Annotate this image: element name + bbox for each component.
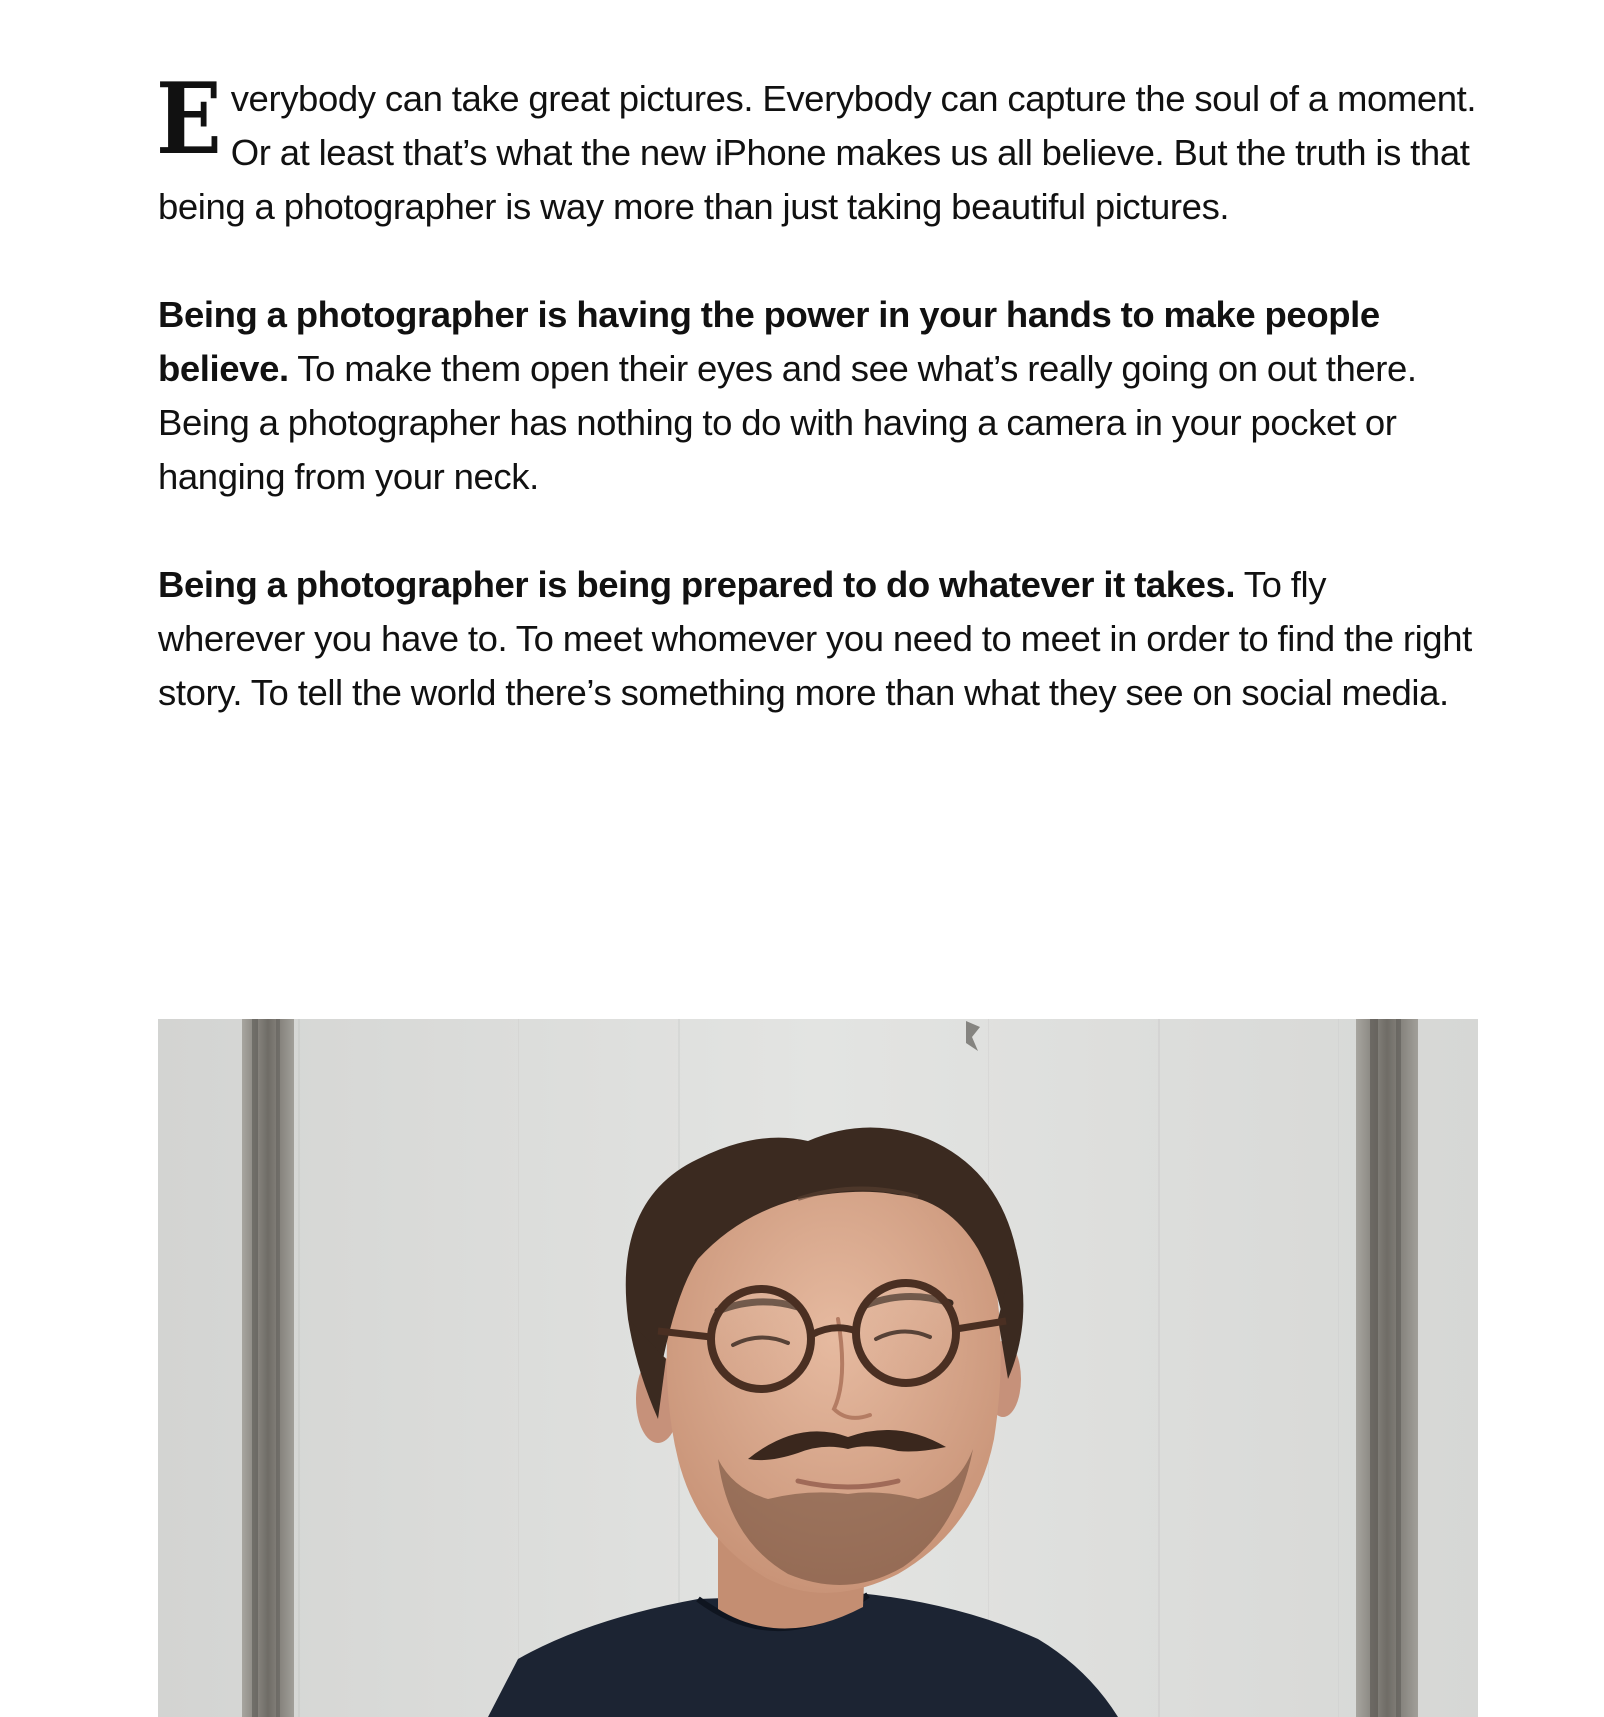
left-frame-post [242, 1019, 294, 1717]
paragraph-text: To fly wherever you have to. To meet whomever you need to meet in order to find the right story. To tell the world there’s something more than what they see on social media. [158, 564, 1472, 713]
drop-cap: E [156, 62, 220, 177]
article-paragraph-power [158, 288, 1478, 504]
paragraph-lead-bold: Being a photographer is having the power in your hands to make people believe. [158, 294, 1380, 389]
portrait-photo [158, 1019, 1478, 1717]
portrait-illustration [158, 1019, 1478, 1717]
article-body [158, 42, 1478, 720]
paragraph-text: verybody can take great pictures. Everybody can capture the soul of a moment. Or at least that’s what the new iPhone makes us all believe. But the truth is that being a photographer is way more than just taking beautiful pictures. [158, 78, 1477, 227]
article-paragraph-intro [158, 42, 1478, 234]
paragraph-text: To make them open their eyes and see what’s really going on out there. Being a photographer has nothing to do with having a camera in your pocket or hanging from your neck. [158, 348, 1417, 497]
paragraph-lead-bold: Being a photographer is being prepared to do whatever it takes. [158, 564, 1236, 605]
right-frame-post [1356, 1019, 1418, 1717]
article-paragraph-prepared [158, 558, 1478, 720]
